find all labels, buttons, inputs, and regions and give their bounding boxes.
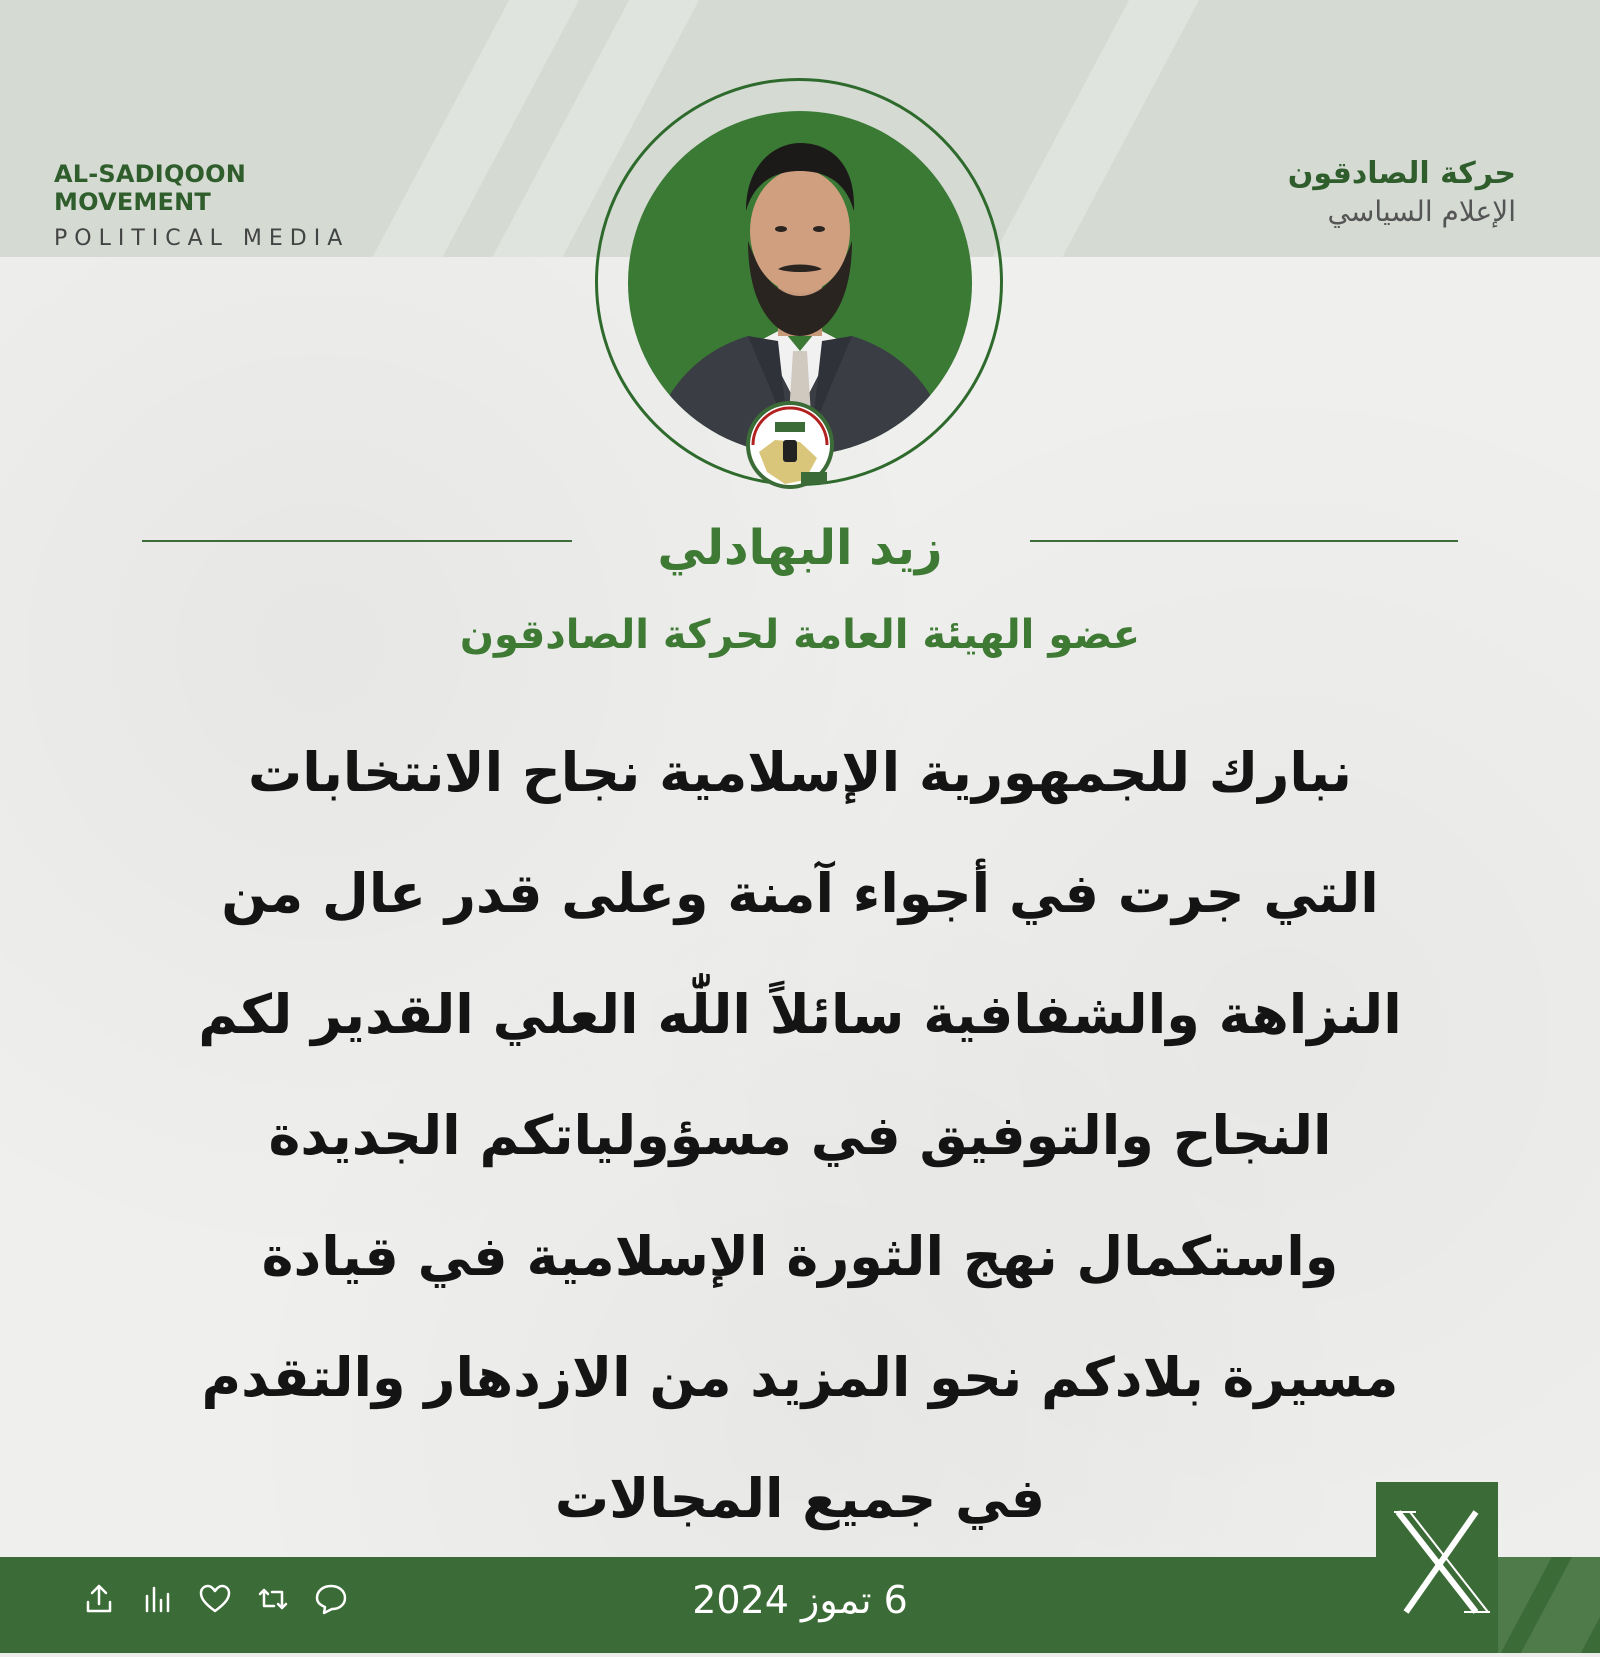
- message-line: مسيرة بلادكم نحو المزيد من الازدهار والتقدم: [201, 1346, 1399, 1409]
- x-logo-box[interactable]: [1376, 1482, 1498, 1653]
- message-line: النزاهة والشفافية سائلاً اللّٰه العلي القدير لكم: [198, 983, 1402, 1046]
- post-date: 6 تموز 2024: [692, 1578, 908, 1622]
- brand-en-title: AL-SADIQOON MOVEMENT: [54, 160, 247, 216]
- reply-icon[interactable]: [312, 1580, 350, 1618]
- movement-logo: [745, 400, 835, 500]
- x-logo-icon: [1376, 1482, 1498, 1653]
- share-icon[interactable]: [80, 1580, 118, 1618]
- retweet-icon[interactable]: [254, 1580, 292, 1618]
- logo-emblem-icon: [745, 400, 835, 500]
- like-icon[interactable]: [196, 1580, 234, 1618]
- message-body: [150, 712, 1450, 1559]
- brand-en-subtitle: POLITICAL MEDIA: [54, 226, 350, 251]
- message-line: النجاح والتوفيق في مسؤولياتكم الجديدة: [268, 1104, 1332, 1167]
- views-icon[interactable]: [138, 1580, 176, 1618]
- message-line: في جميع المجالات: [554, 1467, 1046, 1530]
- brand-ar-title: حركة الصادقون: [1287, 156, 1516, 191]
- message-line: نبارك للجمهورية الإسلامية نجاح الانتخابات: [248, 741, 1352, 804]
- message-line: واستكمال نهج الثورة الإسلامية في قيادة: [261, 1225, 1339, 1288]
- brand-arabic: [1176, 156, 1516, 228]
- brand-english: [54, 160, 374, 251]
- person-name: زيد البهادلي: [657, 520, 943, 576]
- brand-ar-subtitle: الإعلام السياسي: [1327, 195, 1516, 228]
- person-role: عضو الهيئة العامة لحركة الصادقون: [459, 612, 1141, 658]
- post-actions: [80, 1580, 350, 1618]
- message-line: التي جرت في أجواء آمنة وعلى قدر عال من: [221, 862, 1379, 925]
